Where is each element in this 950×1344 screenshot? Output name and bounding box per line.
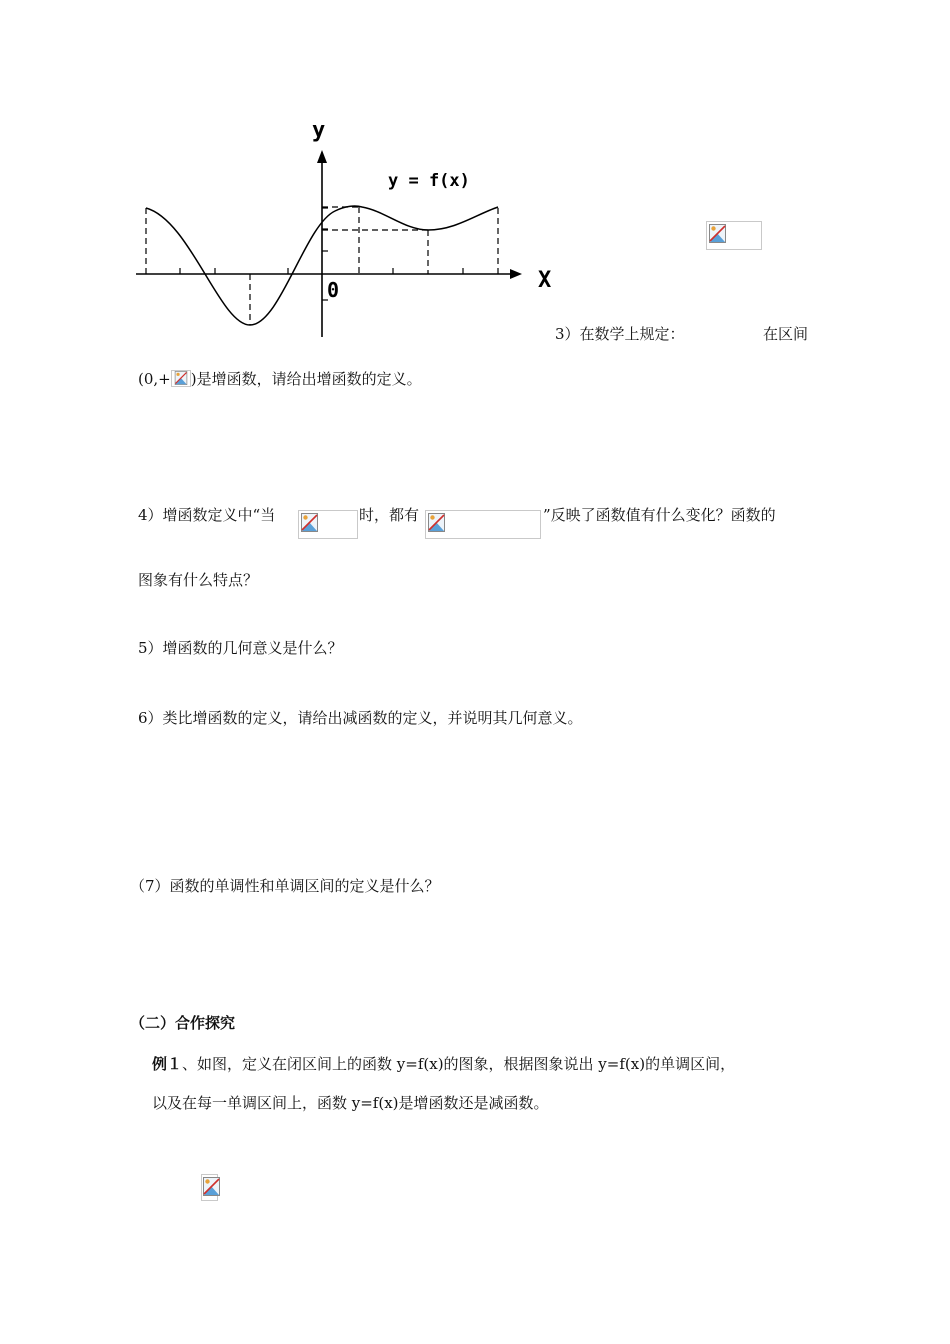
broken-image xyxy=(706,221,762,250)
q4-part-c: ”反映了函数值有什么变化？函数的 xyxy=(543,506,776,524)
broken-image xyxy=(201,1174,218,1201)
q5-text: 5）增函数的几何意义是什么？ xyxy=(138,639,343,657)
broken-image-icon xyxy=(709,224,726,243)
y-axis-arrow xyxy=(317,150,327,163)
broken-image-icon xyxy=(203,1177,220,1196)
q3-line1-left: 3）在数学上规定： xyxy=(555,325,685,343)
q7-text: （7）函数的单调性和单调区间的定义是什么？ xyxy=(130,877,440,895)
example1-line1 xyxy=(152,1054,735,1074)
example1-line2: 以及在每一单调区间上，函数 y=f(x)是增函数还是减函数。 xyxy=(152,1094,549,1112)
example1-text: 、如图，定义在闭区间上的函数 y=f(x)的图象，根据图象说出 y=f(x)的单调区间， xyxy=(182,1055,736,1073)
function-graph xyxy=(130,115,570,345)
q3-line2 xyxy=(138,369,422,389)
origin-label: 0 xyxy=(327,278,340,302)
q3-line1-right: 在区间 xyxy=(763,325,809,343)
section-heading: （二）合作探究 xyxy=(130,1014,236,1032)
q4-part-b: 时，都有 xyxy=(359,506,420,524)
q3-line2-prefix: (0,+ xyxy=(138,370,171,388)
q6-text: 6）类比增函数的定义，请给出减函数的定义，并说明其几何意义。 xyxy=(138,709,583,727)
broken-image xyxy=(298,510,358,539)
broken-image-icon xyxy=(301,513,318,532)
y-axis-label: y xyxy=(312,118,326,143)
broken-image xyxy=(425,510,541,539)
q4-part-a: 4）增函数定义中“当 xyxy=(138,506,276,524)
broken-image-icon xyxy=(171,370,191,387)
q3-line2-suffix: )是增函数，请给出增函数的定义。 xyxy=(190,370,422,388)
x-axis-arrow xyxy=(510,269,522,279)
x-axis-label: X xyxy=(538,268,552,293)
example1-label: 例１ xyxy=(152,1055,183,1073)
q4-line2: 图象有什么特点？ xyxy=(138,571,259,589)
curve-label: y = f(x) xyxy=(388,171,470,191)
broken-image-icon xyxy=(428,513,445,532)
